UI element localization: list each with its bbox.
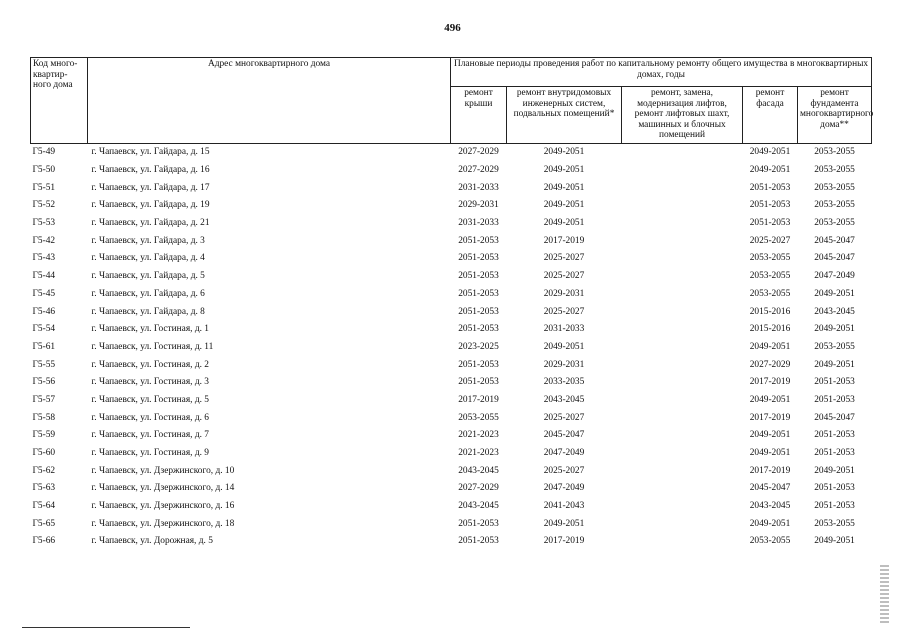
- table-row: [31, 445, 872, 463]
- cell-systems: 2025-2027: [543, 271, 585, 282]
- cell-address: г. Чапаевск, ул. Гостиная, д. 3: [91, 377, 209, 388]
- table-header: [31, 58, 872, 144]
- table-row: [31, 232, 872, 250]
- cell-roof: 2051-2053: [458, 253, 499, 264]
- cell-foundation: 2051-2053: [814, 483, 855, 494]
- cell-address: г. Чапаевск, ул. Дорожная, д. 5: [91, 536, 213, 547]
- cell-systems: 2049-2051: [543, 200, 585, 211]
- cell-roof: 2051-2053: [458, 306, 499, 317]
- cell-code: Г5-64: [32, 501, 56, 512]
- cell-facade: 2053-2055: [749, 536, 791, 547]
- cell-lifts: [622, 533, 743, 551]
- cell-lifts: [622, 215, 743, 233]
- table-row: [31, 462, 872, 480]
- cell-foundation: 2051-2053: [814, 448, 855, 459]
- cell-systems: 2017-2019: [543, 536, 585, 547]
- cell-facade: 2051-2053: [749, 200, 791, 211]
- cell-lifts: [622, 445, 743, 463]
- cell-code: Г5-54: [32, 324, 56, 335]
- header-roof: ремонт крыши: [451, 87, 507, 144]
- cell-code: Г5-59: [32, 430, 56, 441]
- cell-roof: 2027-2029: [458, 165, 499, 176]
- table-row: [31, 498, 872, 516]
- table-row: [31, 303, 872, 321]
- scan-artifact: [880, 565, 889, 625]
- footnote-divider: [22, 627, 190, 628]
- cell-foundation: 2049-2051: [814, 536, 855, 547]
- table-row: [31, 356, 872, 374]
- cell-address: г. Чапаевск, ул. Гостиная, д. 1: [91, 324, 209, 335]
- table-row: [31, 480, 872, 498]
- cell-code: Г5-44: [32, 271, 56, 282]
- cell-facade: 2015-2016: [749, 306, 791, 317]
- cell-code: Г5-61: [32, 341, 56, 352]
- table-row: [31, 321, 872, 339]
- cell-systems: 2049-2051: [543, 165, 585, 176]
- cell-lifts: [622, 268, 743, 286]
- cell-code: Г5-53: [32, 218, 56, 229]
- table-row: [31, 339, 872, 357]
- cell-address: г. Чапаевск, ул. Дзержинского, д. 16: [91, 501, 235, 512]
- cell-systems: 2049-2051: [543, 182, 585, 193]
- cell-roof: 2027-2029: [458, 483, 499, 494]
- cell-lifts: [622, 286, 743, 304]
- cell-code: Г5-49: [32, 147, 56, 158]
- cell-facade: 2045-2047: [749, 483, 791, 494]
- table-row: [31, 409, 872, 427]
- cell-facade: 2049-2051: [749, 430, 791, 441]
- table-body: [31, 144, 872, 551]
- cell-systems: 2043-2045: [543, 394, 585, 405]
- cell-systems: 2025-2027: [543, 412, 585, 423]
- repair-schedule-table: [30, 57, 872, 551]
- cell-facade: 2051-2053: [749, 182, 791, 193]
- cell-systems: 2049-2051: [543, 518, 585, 529]
- cell-address: г. Чапаевск, ул. Гайдара, д. 4: [91, 253, 205, 264]
- cell-address: г. Чапаевск, ул. Гайдара, д. 8: [91, 306, 205, 317]
- cell-roof: 2053-2055: [458, 412, 499, 423]
- table-row: [31, 533, 872, 551]
- cell-lifts: [622, 179, 743, 197]
- page-number: 496: [444, 22, 461, 34]
- cell-address: г. Чапаевск, ул. Гайдара, д. 5: [91, 271, 205, 282]
- cell-facade: 2049-2051: [749, 448, 791, 459]
- cell-roof: 2051-2053: [458, 288, 499, 299]
- cell-roof: 2027-2029: [458, 147, 499, 158]
- cell-foundation: 2053-2055: [814, 182, 855, 193]
- cell-foundation: 2049-2051: [814, 359, 855, 370]
- header-lifts: ремонт, замена, модернизация лифтов, ремонт лифтовых шахт, машинных и блочных помещений: [622, 87, 743, 144]
- cell-foundation: 2045-2047: [814, 253, 855, 264]
- cell-roof: 2051-2053: [458, 359, 499, 370]
- header-foundation: ремонт фундамента многоквартирного дома**: [798, 87, 872, 144]
- cell-lifts: [622, 427, 743, 445]
- cell-code: Г5-43: [32, 253, 56, 264]
- table-row: [31, 515, 872, 533]
- cell-systems: 2041-2043: [543, 501, 585, 512]
- table-row: [31, 179, 872, 197]
- cell-address: г. Чапаевск, ул. Дзержинского, д. 18: [91, 518, 235, 529]
- cell-code: Г5-42: [32, 235, 56, 246]
- cell-roof: 2023-2025: [458, 341, 499, 352]
- cell-facade: 2053-2055: [749, 288, 791, 299]
- cell-foundation: 2053-2055: [814, 147, 855, 158]
- cell-systems: 2047-2049: [543, 448, 585, 459]
- cell-foundation: 2053-2055: [814, 518, 855, 529]
- table-row: [31, 392, 872, 410]
- cell-code: Г5-45: [32, 288, 56, 299]
- cell-lifts: [622, 339, 743, 357]
- cell-code: Г5-51: [32, 182, 56, 193]
- cell-lifts: [622, 480, 743, 498]
- cell-roof: 2043-2045: [458, 501, 499, 512]
- table-row: [31, 197, 872, 215]
- cell-foundation: 2049-2051: [814, 465, 855, 476]
- cell-code: Г5-62: [32, 465, 56, 476]
- cell-lifts: [622, 250, 743, 268]
- cell-foundation: 2053-2055: [814, 200, 855, 211]
- cell-systems: 2025-2027: [543, 306, 585, 317]
- cell-address: г. Чапаевск, ул. Гостиная, д. 9: [91, 448, 209, 459]
- cell-facade: 2017-2019: [749, 377, 791, 388]
- cell-roof: 2021-2023: [458, 448, 499, 459]
- cell-foundation: 2043-2045: [814, 306, 855, 317]
- cell-facade: 2049-2051: [749, 394, 791, 405]
- table-row: [31, 162, 872, 180]
- cell-lifts: [622, 462, 743, 480]
- cell-roof: 2031-2033: [458, 218, 499, 229]
- cell-address: г. Чапаевск, ул. Дзержинского, д. 10: [91, 465, 235, 476]
- cell-address: г. Чапаевск, ул. Гостиная, д. 7: [91, 430, 209, 441]
- cell-roof: 2051-2053: [458, 377, 499, 388]
- cell-foundation: 2051-2053: [814, 377, 855, 388]
- cell-address: г. Чапаевск, ул. Гайдара, д. 16: [91, 165, 210, 176]
- cell-facade: 2049-2051: [749, 518, 791, 529]
- header-periods-group: Плановые периоды проведения работ по капитальному ремонту общего имущества в многоквартирных домах, годы: [451, 58, 872, 87]
- table-row: [31, 286, 872, 304]
- cell-address: г. Чапаевск, ул. Гостиная, д. 5: [91, 394, 209, 405]
- table-row: [31, 250, 872, 268]
- cell-facade: 2051-2053: [749, 218, 791, 229]
- table-row: [31, 215, 872, 233]
- cell-foundation: 2045-2047: [814, 235, 855, 246]
- cell-address: г. Чапаевск, ул. Гостиная, д. 6: [91, 412, 209, 423]
- cell-facade: 2017-2019: [749, 412, 791, 423]
- table-row: [31, 374, 872, 392]
- cell-roof: 2043-2045: [458, 465, 499, 476]
- cell-facade: 2053-2055: [749, 271, 791, 282]
- cell-systems: 2017-2019: [543, 235, 585, 246]
- cell-roof: 2029-2031: [458, 200, 499, 211]
- cell-foundation: 2051-2053: [814, 430, 855, 441]
- cell-systems: 2025-2027: [543, 465, 585, 476]
- cell-foundation: 2051-2053: [814, 394, 855, 405]
- cell-code: Г5-50: [32, 165, 56, 176]
- cell-systems: 2033-2035: [543, 377, 585, 388]
- cell-lifts: [622, 515, 743, 533]
- cell-code: Г5-65: [32, 518, 56, 529]
- cell-lifts: [622, 321, 743, 339]
- cell-address: г. Чапаевск, ул. Гостиная, д. 2: [91, 359, 209, 370]
- cell-roof: 2051-2053: [458, 536, 499, 547]
- cell-code: Г5-46: [32, 306, 56, 317]
- cell-lifts: [622, 303, 743, 321]
- cell-lifts: [622, 197, 743, 215]
- cell-code: Г5-57: [32, 394, 56, 405]
- cell-foundation: 2051-2053: [814, 501, 855, 512]
- cell-facade: 2025-2027: [749, 235, 791, 246]
- table-row: [31, 268, 872, 286]
- cell-lifts: [622, 498, 743, 516]
- cell-lifts: [622, 409, 743, 427]
- cell-roof: 2031-2033: [458, 182, 499, 193]
- cell-code: Г5-55: [32, 359, 56, 370]
- cell-systems: 2049-2051: [543, 218, 585, 229]
- table-row: [31, 144, 872, 162]
- cell-facade: 2017-2019: [749, 465, 791, 476]
- cell-facade: 2053-2055: [749, 253, 791, 264]
- header-facade: ремонт фасада: [743, 87, 798, 144]
- cell-foundation: 2047-2049: [814, 271, 855, 282]
- cell-facade: 2049-2051: [749, 147, 791, 158]
- cell-roof: 2051-2053: [458, 271, 499, 282]
- cell-foundation: 2053-2055: [814, 341, 855, 352]
- cell-lifts: [622, 374, 743, 392]
- cell-address: г. Чапаевск, ул. Гайдара, д. 17: [91, 182, 210, 193]
- cell-code: Г5-58: [32, 412, 56, 423]
- cell-address: г. Чапаевск, ул. Гайдара, д. 21: [91, 218, 210, 229]
- cell-code: Г5-52: [32, 200, 56, 211]
- cell-address: г. Чапаевск, ул. Гостиная, д. 11: [91, 341, 214, 352]
- cell-roof: 2021-2023: [458, 430, 499, 441]
- cell-code: Г5-60: [32, 448, 56, 459]
- cell-facade: 2015-2016: [749, 324, 791, 335]
- header-systems: ремонт внутридомовых инженерных систем, подвальных помещений*: [507, 87, 622, 144]
- cell-facade: 2027-2029: [749, 359, 791, 370]
- cell-facade: 2049-2051: [749, 165, 791, 176]
- cell-code: Г5-63: [32, 483, 56, 494]
- cell-lifts: [622, 162, 743, 180]
- cell-foundation: 2049-2051: [814, 288, 855, 299]
- cell-lifts: [622, 144, 743, 162]
- cell-address: г. Чапаевск, ул. Дзержинского, д. 14: [91, 483, 235, 494]
- cell-systems: 2049-2051: [543, 341, 585, 352]
- cell-systems: 2031-2033: [543, 324, 585, 335]
- header-code: Код много-квартир-ного дома: [31, 58, 88, 144]
- cell-foundation: 2045-2047: [814, 412, 855, 423]
- cell-systems: 2045-2047: [543, 430, 585, 441]
- cell-lifts: [622, 232, 743, 250]
- cell-facade: 2049-2051: [749, 341, 791, 352]
- cell-roof: 2017-2019: [458, 394, 499, 405]
- cell-address: г. Чапаевск, ул. Гайдара, д. 3: [91, 235, 205, 246]
- cell-lifts: [622, 356, 743, 374]
- cell-foundation: 2053-2055: [814, 218, 855, 229]
- cell-address: г. Чапаевск, ул. Гайдара, д. 15: [91, 147, 210, 158]
- cell-address: г. Чапаевск, ул. Гайдара, д. 6: [91, 288, 205, 299]
- cell-code: Г5-66: [32, 536, 56, 547]
- table-row: [31, 427, 872, 445]
- cell-code: Г5-56: [32, 377, 56, 388]
- cell-systems: 2029-2031: [543, 359, 585, 370]
- cell-systems: 2049-2051: [543, 147, 585, 158]
- cell-systems: 2025-2027: [543, 253, 585, 264]
- cell-roof: 2051-2053: [458, 324, 499, 335]
- header-address: Адрес многоквартирного дома: [88, 58, 451, 144]
- cell-address: г. Чапаевск, ул. Гайдара, д. 19: [91, 200, 210, 211]
- cell-facade: 2043-2045: [749, 501, 791, 512]
- cell-roof: 2051-2053: [458, 518, 499, 529]
- cell-foundation: 2049-2051: [814, 324, 855, 335]
- cell-systems: 2047-2049: [543, 483, 585, 494]
- cell-roof: 2051-2053: [458, 235, 499, 246]
- cell-systems: 2029-2031: [543, 288, 585, 299]
- cell-foundation: 2053-2055: [814, 165, 855, 176]
- cell-lifts: [622, 392, 743, 410]
